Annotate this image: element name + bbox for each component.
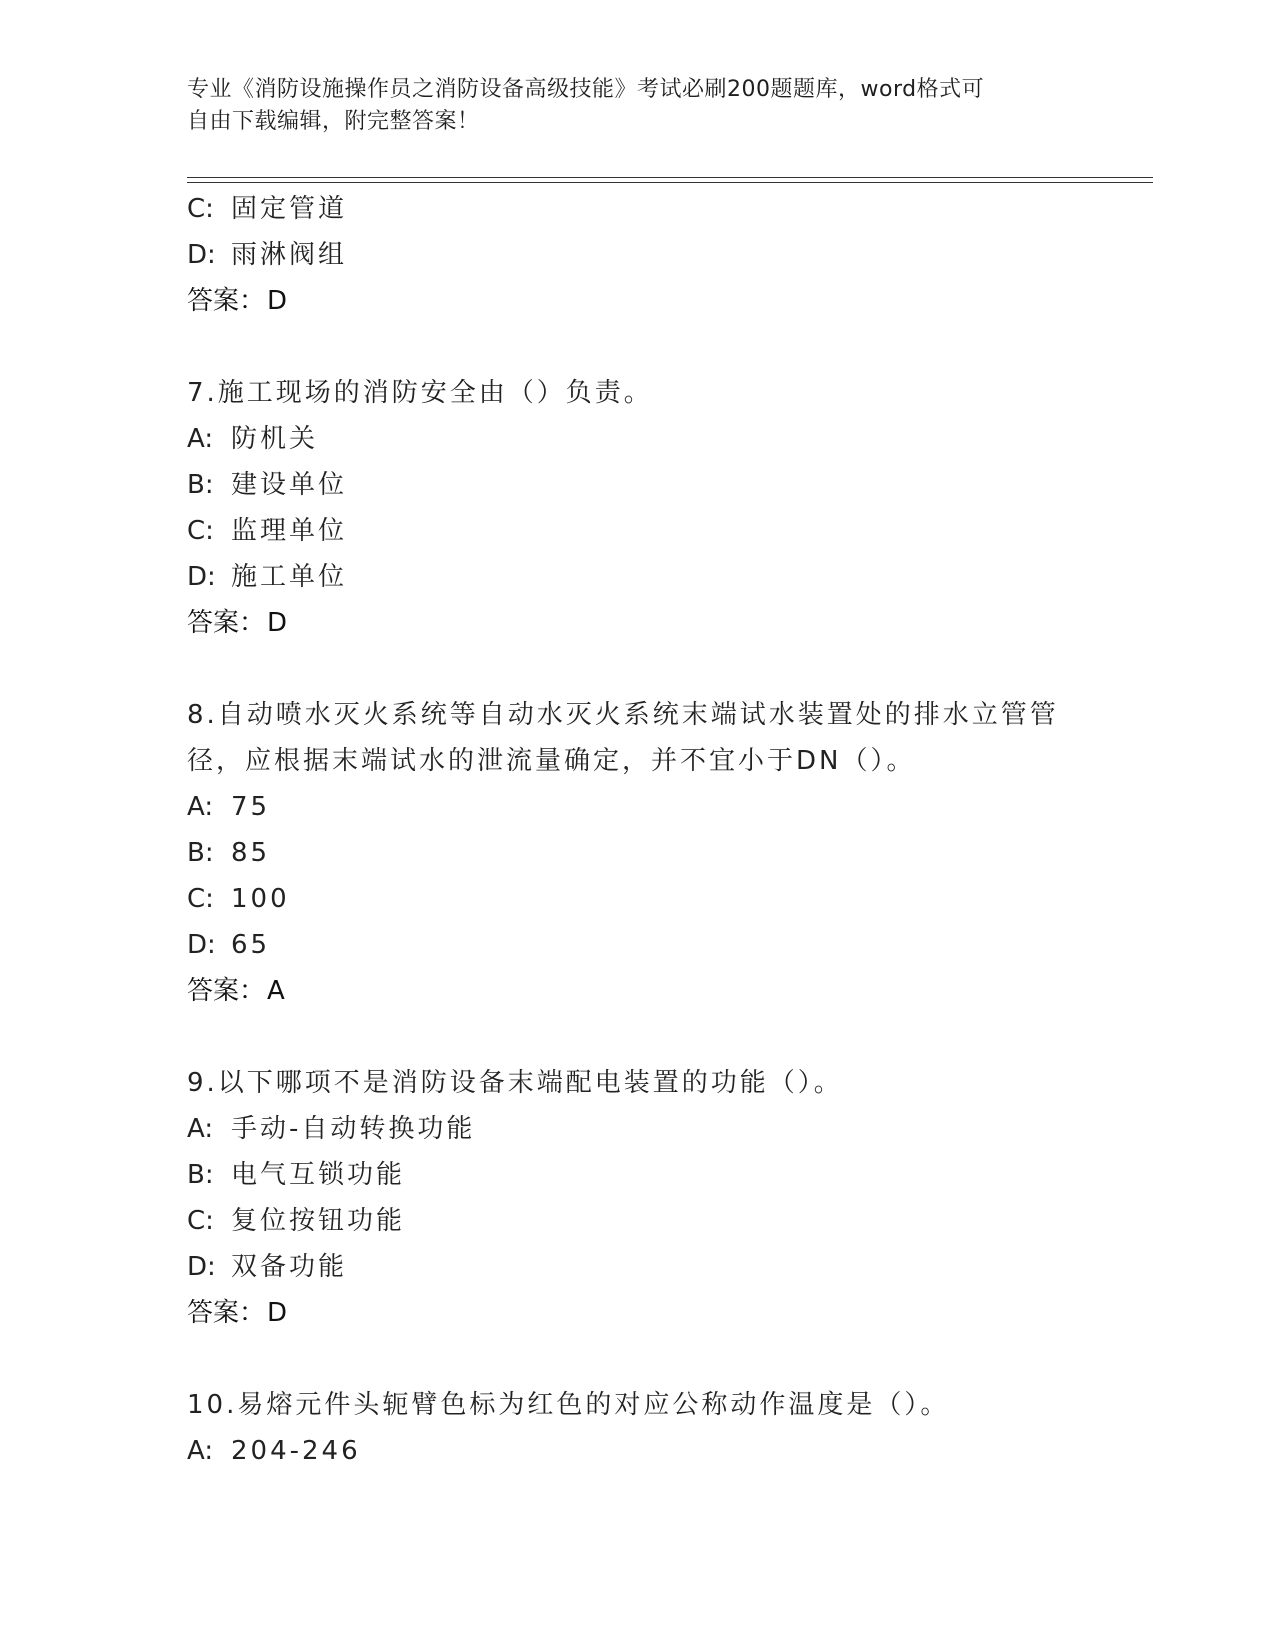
- question-7: [187, 370, 1087, 646]
- header-line-2: 自由下载编辑，附完整答案！: [187, 109, 480, 134]
- option-d: [187, 922, 1087, 968]
- option-key: C:: [187, 1206, 214, 1236]
- option-c: [187, 186, 1087, 232]
- answer-label: 答案：: [187, 286, 266, 316]
- option-key: B:: [187, 838, 214, 868]
- option-a: [187, 1428, 1087, 1474]
- option-key: C:: [187, 194, 214, 224]
- option-text: 双备功能: [231, 1252, 348, 1282]
- option-text: 复位按钮功能: [231, 1206, 406, 1236]
- option-text: 固定管道: [231, 194, 348, 224]
- spacer: [187, 324, 1087, 370]
- question-stem-continued: 径，应根据末端试水的泄流量确定，并不宜小于DN（）。: [187, 746, 916, 776]
- spacer: [187, 646, 1087, 692]
- option-key: B:: [187, 1160, 214, 1190]
- option-key: C:: [187, 516, 214, 546]
- option-d: [187, 554, 1087, 600]
- option-a: [187, 416, 1087, 462]
- option-text: 雨淋阀组: [231, 240, 348, 270]
- answer-label: 答案：: [187, 1298, 266, 1328]
- option-c: [187, 876, 1087, 922]
- option-text: 施工单位: [231, 562, 348, 592]
- question-list: [187, 186, 1087, 1474]
- option-c: [187, 1198, 1087, 1244]
- option-b: [187, 1152, 1087, 1198]
- spacer: [187, 1336, 1087, 1382]
- answer-line: [187, 968, 1087, 1014]
- option-key: D:: [187, 930, 216, 960]
- answer-label: 答案：: [187, 608, 266, 638]
- option-text: 204-246: [231, 1436, 361, 1466]
- option-key: D:: [187, 562, 216, 592]
- option-key: B:: [187, 470, 214, 500]
- option-text: 65: [231, 930, 271, 960]
- answer-value: D: [267, 286, 288, 316]
- option-a: [187, 1106, 1087, 1152]
- answer-line: [187, 278, 1087, 324]
- option-text: 电气互锁功能: [231, 1160, 406, 1190]
- header-divider-bottom: [187, 182, 1153, 183]
- option-key: D:: [187, 1252, 216, 1282]
- option-text: 手动-自动转换功能: [231, 1114, 476, 1144]
- question-stem: 10.易熔元件头轭臂色标为红色的对应公称动作温度是（）。: [187, 1390, 950, 1420]
- option-b: [187, 830, 1087, 876]
- answer-value: A: [267, 976, 285, 1006]
- answer-value: D: [267, 1298, 288, 1328]
- option-key: A:: [187, 792, 214, 822]
- spacer: [187, 1014, 1087, 1060]
- option-key: C:: [187, 884, 214, 914]
- option-text: 监理单位: [231, 516, 348, 546]
- header-line-1: 专业《消防设施操作员之消防设备高级技能》考试必刷200题题库，word格式可: [187, 77, 985, 102]
- answer-line: [187, 600, 1087, 646]
- option-d: [187, 232, 1087, 278]
- option-c: [187, 508, 1087, 554]
- question-stem: 7.施工现场的消防安全由（）负责。: [187, 378, 653, 408]
- option-text: 100: [231, 884, 290, 914]
- answer-value: D: [267, 608, 288, 638]
- question-10: [187, 1382, 1087, 1474]
- option-key: A:: [187, 1436, 214, 1466]
- option-text: 85: [231, 838, 271, 868]
- question-8: [187, 692, 1087, 1014]
- option-text: 建设单位: [231, 470, 348, 500]
- option-key: A:: [187, 1114, 214, 1144]
- header-divider-top: [187, 177, 1153, 178]
- option-text: 防机关: [231, 424, 319, 454]
- question-9: [187, 1060, 1087, 1336]
- document-header: [187, 74, 1067, 138]
- question-stem: 9.以下哪项不是消防设备末端配电装置的功能（）。: [187, 1068, 843, 1098]
- question-stem: 8.自动喷水灭火系统等自动水灭火系统末端试水装置处的排水立管管: [187, 700, 1059, 730]
- option-key: D:: [187, 240, 216, 270]
- question-6-continuation: [187, 186, 1087, 324]
- option-d: [187, 1244, 1087, 1290]
- answer-line: [187, 1290, 1087, 1336]
- option-a: [187, 784, 1087, 830]
- answer-label: 答案：: [187, 976, 266, 1006]
- option-b: [187, 462, 1087, 508]
- option-key: A:: [187, 424, 214, 454]
- option-text: 75: [231, 792, 271, 822]
